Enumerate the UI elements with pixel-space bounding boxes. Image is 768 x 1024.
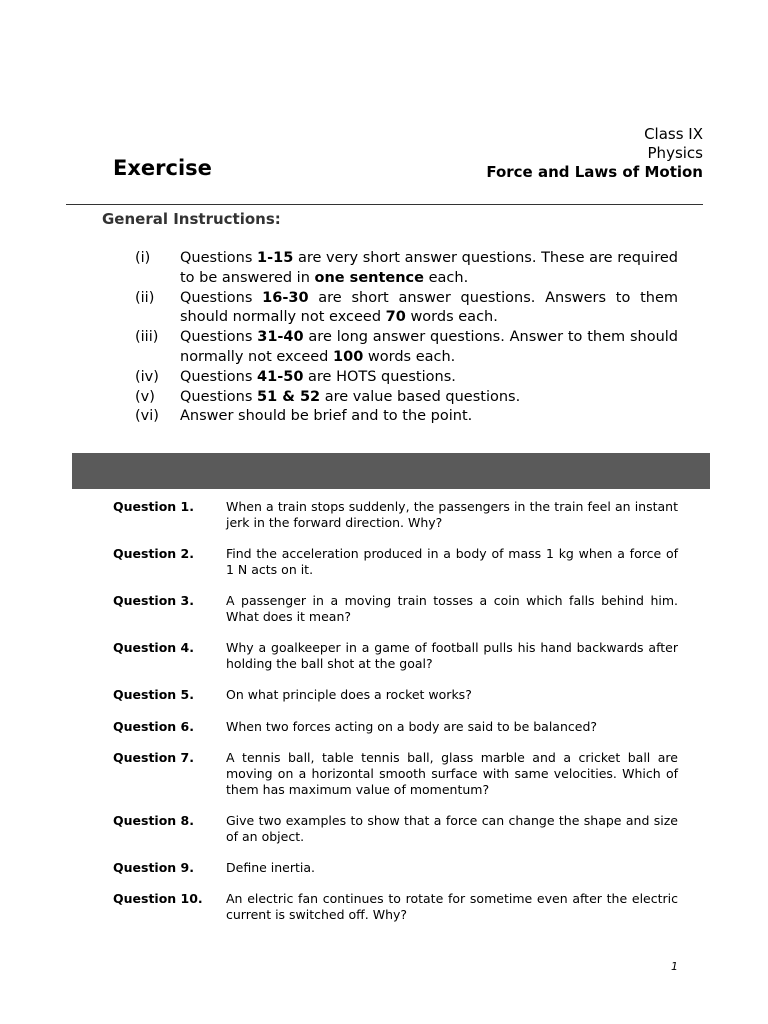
question-label: Question 6. — [113, 718, 194, 734]
question-label: Question 8. — [113, 812, 194, 828]
instruction-item — [135, 289, 678, 329]
question-label: Question 5. — [113, 687, 194, 703]
question-label: Question 3. — [113, 593, 194, 609]
instruction-text: Questions 41-50 are HOTS questions. — [180, 368, 456, 385]
subject-label: Physics — [647, 144, 703, 162]
instruction-number: (iv) — [135, 368, 159, 385]
question-label: Question 9. — [113, 859, 194, 875]
instruction-number: (vi) — [135, 408, 159, 425]
question-item — [113, 640, 678, 672]
question-item — [113, 593, 678, 625]
question-item — [113, 687, 678, 703]
question-item — [113, 546, 678, 578]
page-title: Exercise — [113, 156, 212, 180]
header-divider — [66, 204, 703, 205]
question-text: Find the acceleration produced in a body of mass 1 kg when a force of 1 N acts on it. — [226, 546, 678, 577]
instruction-number: (v) — [135, 388, 155, 405]
instruction-text: Questions 16-30 are short answer questions. Answers to them should normally not exceed 70 words each. — [180, 289, 678, 326]
instructions-heading: General Instructions: — [102, 210, 281, 228]
instruction-text: Answer should be brief and to the point. — [180, 408, 473, 425]
question-label: Question 1. — [113, 499, 194, 514]
instruction-text: Questions 51 & 52 are value based questions. — [180, 388, 521, 405]
instruction-number: (i) — [135, 250, 151, 266]
instruction-item — [135, 388, 678, 408]
header-info — [486, 125, 703, 182]
instruction-number: (ii) — [135, 289, 155, 306]
instruction-item — [135, 328, 678, 368]
question-text: Why a goalkeeper in a game of football pulls his hand backwards after holding the ball shot at the goal? — [226, 640, 678, 672]
instruction-item — [135, 368, 678, 388]
instruction-item — [135, 407, 678, 427]
question-text: When a train stops suddenly, the passengers in the train feel an instant jerk in the forward direction. Why? — [226, 499, 678, 530]
question-item — [113, 813, 678, 845]
questions-list — [113, 499, 678, 938]
question-item — [113, 750, 678, 797]
instruction-item — [135, 249, 678, 289]
section-bar — [72, 453, 710, 489]
question-text: On what principle does a rocket works? — [226, 687, 472, 703]
instruction-text: Questions 1-15 are very short answer questions. These are required to be answered in one sentence each. — [180, 250, 678, 286]
question-text: Define inertia. — [226, 859, 316, 875]
question-item — [113, 499, 678, 531]
question-item — [113, 860, 678, 876]
class-label: Class IX — [644, 125, 703, 143]
question-text: Give two examples to show that a force can change the shape and size of an object. — [226, 812, 678, 844]
question-text: An electric fan continues to rotate for sometime even after the electric current is switched off. Why? — [226, 891, 678, 923]
instruction-number: (iii) — [135, 329, 159, 346]
topic-label: Force and Laws of Motion — [486, 163, 703, 181]
question-text: When two forces acting on a body are said to be balanced? — [226, 718, 598, 734]
question-text: A passenger in a moving train tosses a coin which falls behind him. What does it mean? — [226, 593, 678, 624]
question-label: Question 4. — [113, 640, 194, 656]
instructions-list — [135, 249, 678, 427]
question-item — [113, 891, 678, 923]
question-text: A tennis ball, table tennis ball, glass marble and a cricket ball are moving on a horizontal smooth surface with same velocities. Which of them has maximum value of momentum? — [226, 749, 678, 797]
question-label: Question 10. — [113, 891, 203, 907]
question-label: Question 7. — [113, 749, 194, 765]
instruction-text: Questions 31-40 are long answer questions. Answer to them should normally not exceed 100 words each. — [180, 329, 678, 365]
question-label: Question 2. — [113, 546, 194, 562]
question-item — [113, 719, 678, 735]
page-number: 1 — [671, 960, 678, 973]
